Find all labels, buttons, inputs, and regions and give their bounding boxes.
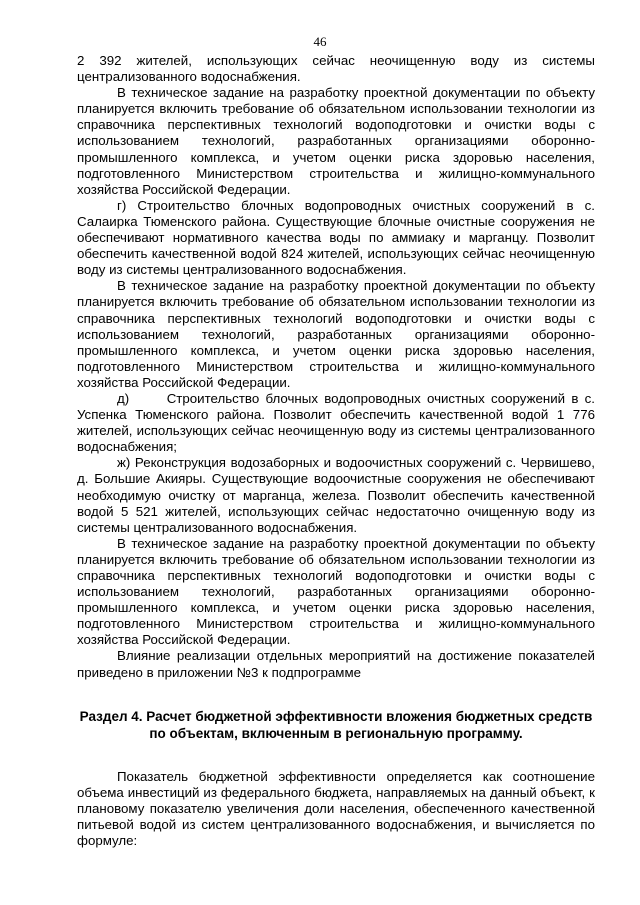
paragraph-technical-assignment: В техническое задание на разработку проектной документации по объекту планируется включить требование об обязательном использовании технологии из справочника перспективных технологий водоподготовки и очистки воды с использованием технологий, разработанных организациями оборонно-промышленного комплекса, и учетом оценки риска здоровью населения, подготовленного Министерством строительства и жилищно-коммунального хозяйства Российской Федерации. xyxy=(77,85,595,197)
section-heading: Раздел 4. Расчет бюджетной эффективности вложения бюджетных средств по объектам, включенным в региональную программу. xyxy=(79,708,593,741)
paragraph-influence: Влияние реализации отдельных мероприятий на достижение показателей приведено в приложении №3 к подпрограмме xyxy=(77,648,595,680)
page-content xyxy=(77,53,595,849)
paragraph-item-g: г) Строительство блочных водопроводных очистных сооружений в с. Салаирка Тюменского района. Существующие блочные очистные сооружения не обеспечивают нормативного качества воды по аммиаку и марганцу. Позволит обеспечить качественной водой 824 жителей, использующих сейчас неочищенную воду из системы централизованного водоснабжения. xyxy=(77,197,595,278)
paragraph-item-d: д) Строительство блочных водопроводных очистных сооружений в с. Успенка Тюменского района. Позволит обеспечить качественной водой 1 776 жителей, использующих сейчас неочищенную воду из системы централизованного водоснабжения; xyxy=(77,390,595,455)
paragraph-continuation: 2 392 жителей, использующих сейчас неочищенную воду из системы централизованного водоснабжения. xyxy=(77,53,595,85)
paragraph-technical-assignment: В техническое задание на разработку проектной документации по объекту планируется включить требование об обязательном использовании технологии из справочника перспективных технологий водоподготовки и очистки воды с использованием технологий, разработанных организациями оборонно-промышленного комплекса, и учетом оценки риска здоровью населения, подготовленного Министерством строительства и жилищно-коммунального хозяйства Российской Федерации. xyxy=(77,535,595,648)
paragraph-technical-assignment: В техническое задание на разработку проектной документации по объекту планируется включить требование об обязательном использовании технологии из справочника перспективных технологий водоподготовки и очистки воды с использованием технологий, разработанных организациями оборонно-промышленного комплекса, и учетом оценки риска здоровью населения, подготовленного Министерством строительства и жилищно-коммунального хозяйства Российской Федерации. xyxy=(77,278,595,390)
paragraph-efficiency-definition: Показатель бюджетной эффективности определяется как соотношение объема инвестиций из федерального бюджета, направляемых на данный объект, к плановому показателю увеличения доли населения, обеспеченного качественной питьевой водой из систем централизованного водоснабжения, и вычисляется по формуле: xyxy=(77,768,595,849)
paragraph-item-zh: ж) Реконструкция водозаборных и водоочистных сооружений с. Червишево, д. Большие Акияры. Существующие водоочистные сооружения не обеспечивают необходимую очистку от марганца, железа. Позволит обеспечить качественной водой 5 521 жителей, использующих сейчас недостаточно очищенную воду из системы централизованного водоснабжения. xyxy=(77,455,595,535)
page-number: 46 xyxy=(313,34,327,49)
